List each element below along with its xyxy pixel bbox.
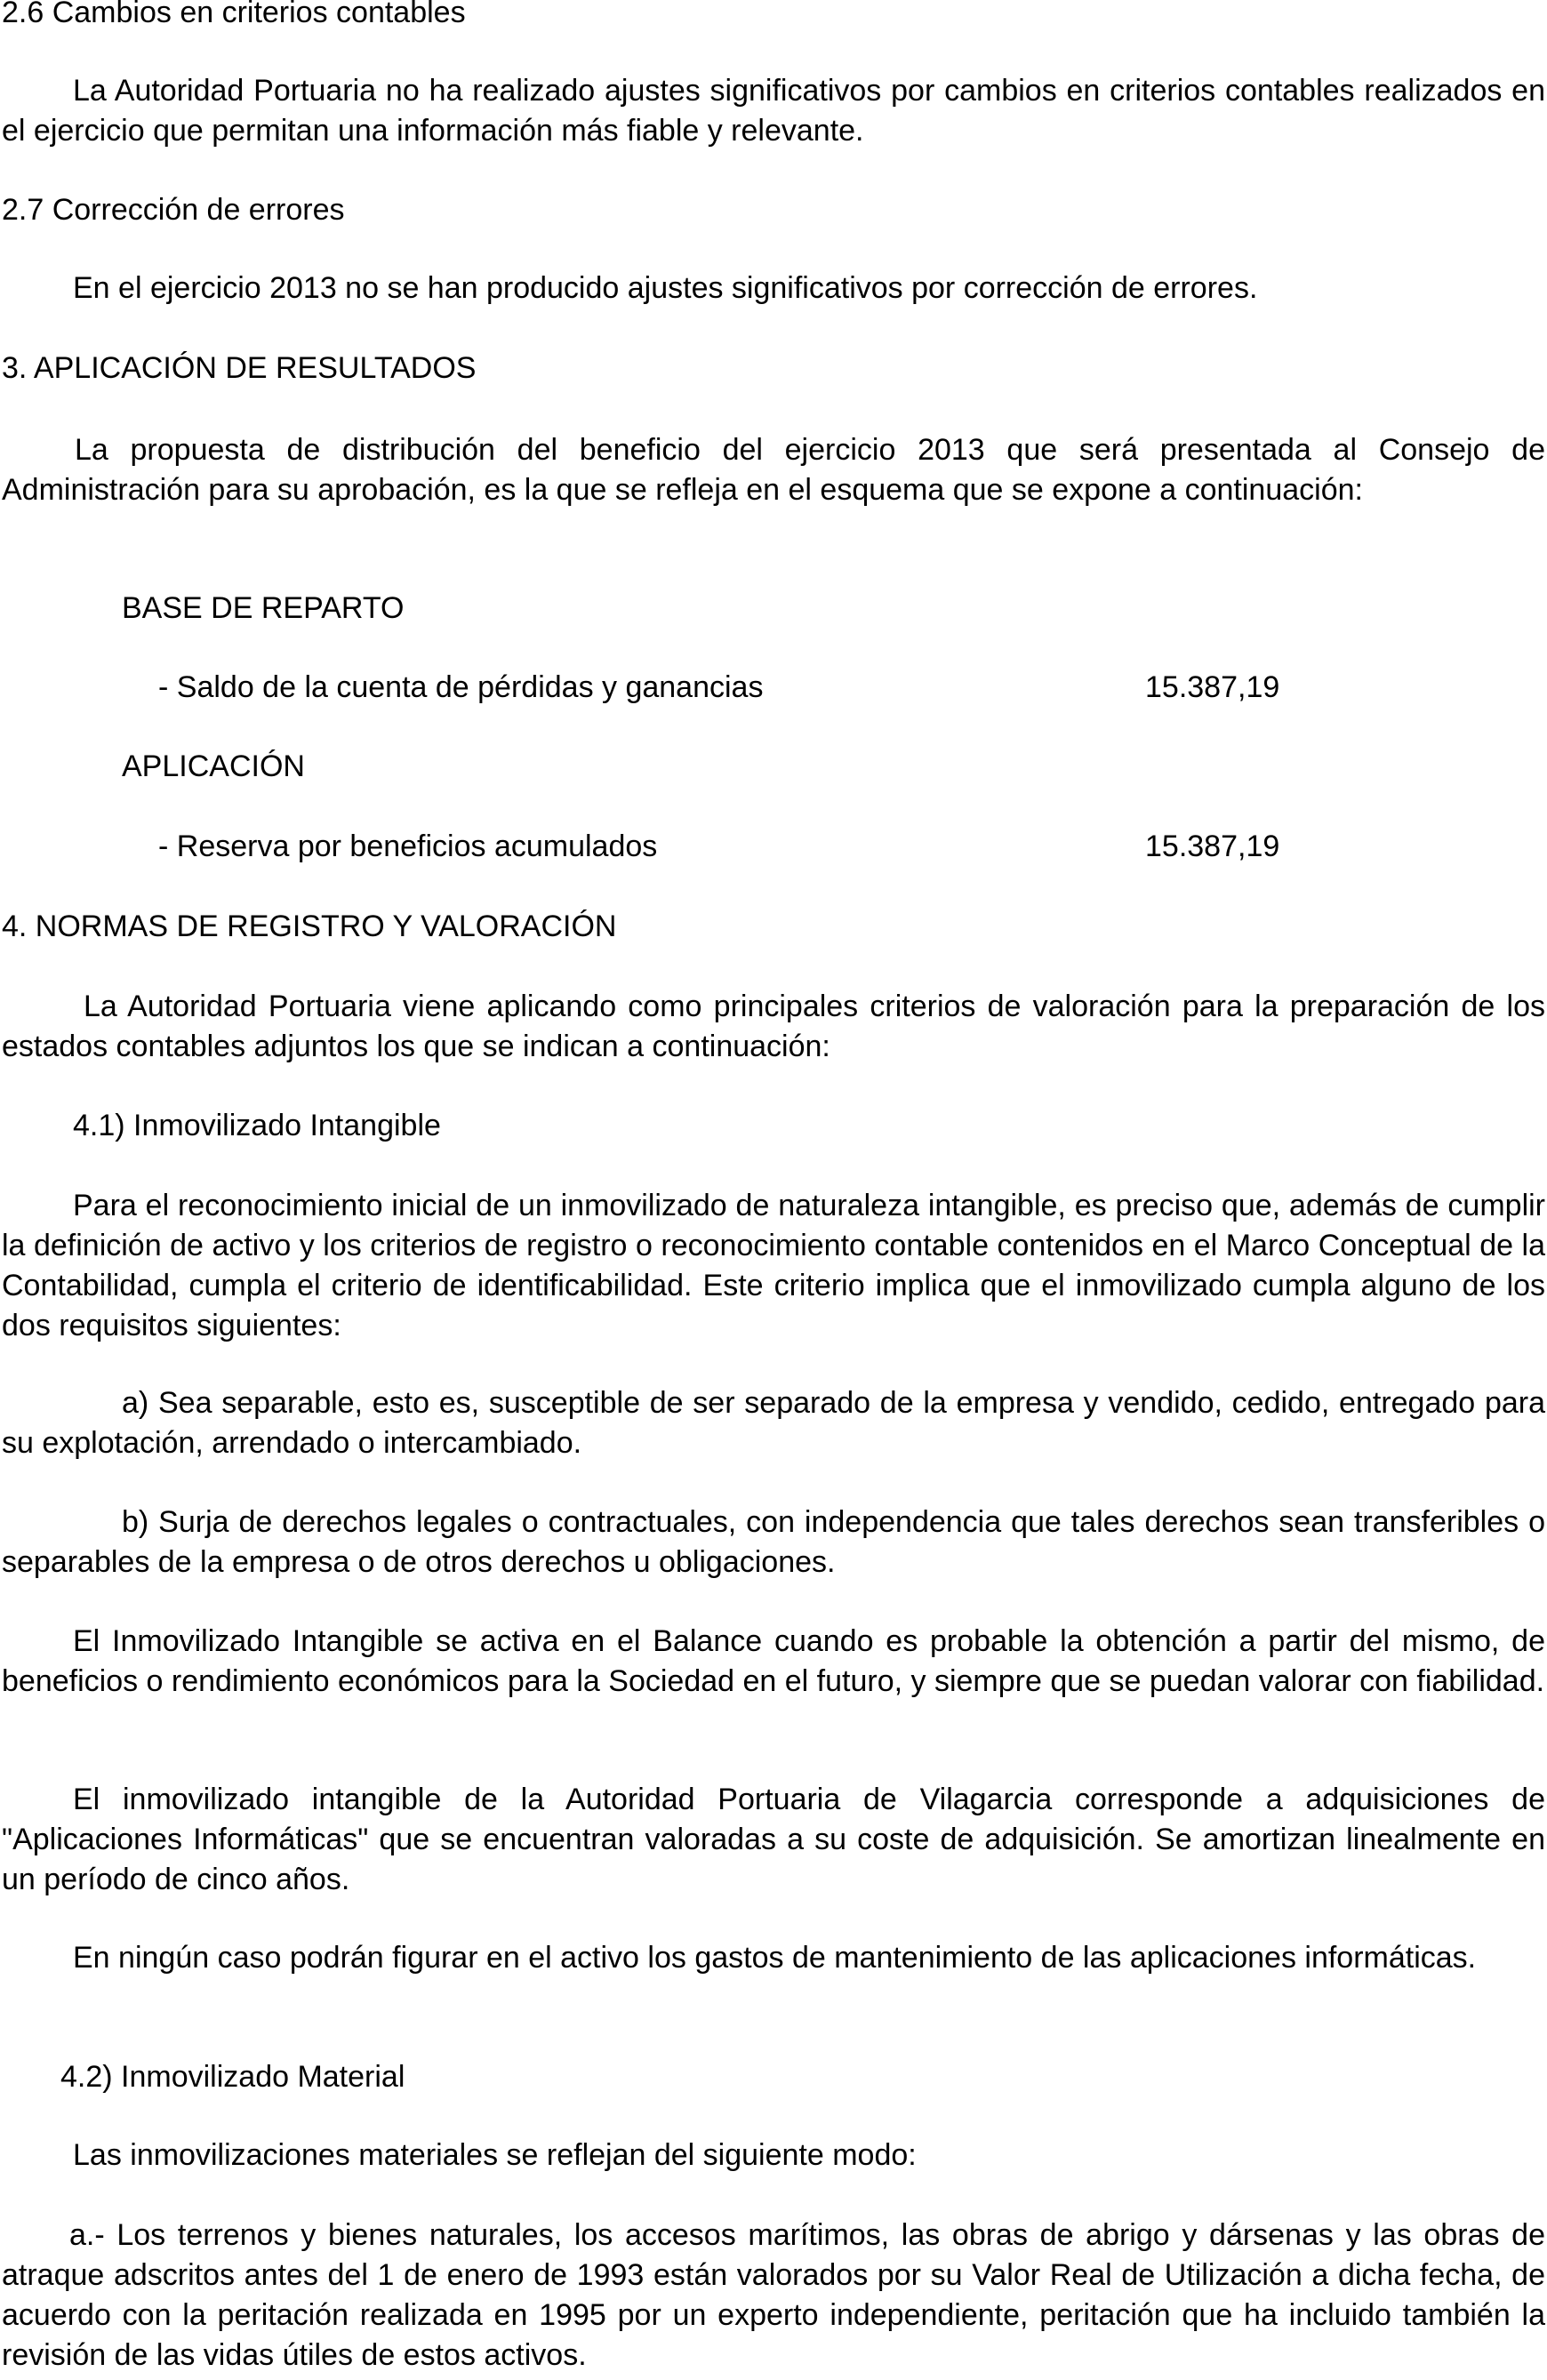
section-4-1-paragraph-3: El inmovilizado intangible de la Autoridad Portuaria de Vilagarcia corresponde a adquisiciones de "Aplicaciones Informáticas" que se encuentran valoradas a su coste de adquisición. Se amortizan linealmente en un período de cinco años.: [2, 1783, 1545, 1896]
section-4-1-paragraph-1: Para el reconocimiento inicial de un inmovilizado de naturaleza intangible, es preciso que, además de cumplir la definición de activo y los criterios de registro o reconocimiento contable contenidos en el Marco Conceptual de la Contabilidad, cumpla el criterio de identificabilidad. Este criterio implica que el inmovilizado cumpla alguno de los dos requisitos siguientes:: [2, 1189, 1545, 1342]
aplicacion-value: 15.387,19: [1145, 829, 1280, 863]
section-4-1-item-a: a) Sea separable, esto es, susceptible de ser separado de la empresa y vendido, cedido, entregado para su explotación, arrendado o intercambiado.: [2, 1386, 1545, 1460]
base-reparto-item: - Saldo de la cuenta de pérdidas y ganancias: [158, 670, 764, 704]
section-2-6-title: 2.6 Cambios en criterios contables: [2, 0, 466, 29]
base-reparto-label: BASE DE REPARTO: [122, 591, 405, 625]
section-4-1-paragraph-4: En ningún caso podrán figurar en el activo los gastos de mantenimiento de las aplicaciones informáticas.: [73, 1941, 1477, 1975]
aplicacion-label: APLICACIÓN: [122, 749, 305, 783]
section-3-intro: La propuesta de distribución del beneficio del ejercicio 2013 que será presentada al Consejo de Administración para su aprobación, es la que se refleja en el esquema que se expone a continuación:: [2, 433, 1545, 507]
section-3-title: 3. APLICACIÓN DE RESULTADOS: [2, 351, 477, 385]
section-4-1-title: 4.1) Inmovilizado Intangible: [73, 1109, 441, 1142]
section-4-1-paragraph-2: El Inmovilizado Intangible se activa en el Balance cuando es probable la obtención a partir del mismo, de beneficios o rendimiento económicos para la Sociedad en el futuro, y siempre que se puedan valorar con fiabilidad.: [2, 1624, 1545, 1698]
base-reparto-value: 15.387,19: [1145, 670, 1280, 704]
section-2-6-text: La Autoridad Portuaria no ha realizado ajustes significativos por cambios en criterios contables realizados en el ejercicio que permitan una información más fiable y relevante.: [2, 74, 1545, 148]
section-4-2-item-a: a.- Los terrenos y bienes naturales, los accesos marítimos, las obras de abrigo y dársenas y las obras de atraque adscritos antes del 1 de enero de 1993 están valorados por su Valor Real de Utilización a dicha fecha, de acuerdo con la peritación realizada en 1995 por un experto independiente, peritación que ha incluido también la revisión de las vidas útiles de estos activos.: [2, 2218, 1545, 2372]
section-2-7-title: 2.7 Corrección de errores: [2, 193, 345, 227]
aplicacion-item: - Reserva por beneficios acumulados: [158, 829, 658, 863]
section-2-7-text: En el ejercicio 2013 no se han producido ajustes significativos por corrección de errores.: [73, 271, 1258, 305]
section-4-2-intro: Las inmovilizaciones materiales se reflejan del siguiente modo:: [73, 2138, 917, 2172]
section-4-1-item-b: b) Surja de derechos legales o contractuales, con independencia que tales derechos sean transferibles o separables de la empresa o de otros derechos u obligaciones.: [2, 1505, 1545, 1579]
section-4-title: 4. NORMAS DE REGISTRO Y VALORACIÓN: [2, 910, 617, 943]
section-4-intro: La Autoridad Portuaria viene aplicando como principales criterios de valoración para la preparación de los estados contables adjuntos los que se indican a continuación:: [2, 990, 1545, 1063]
section-4-2-title: 4.2) Inmovilizado Material: [60, 2060, 405, 2094]
